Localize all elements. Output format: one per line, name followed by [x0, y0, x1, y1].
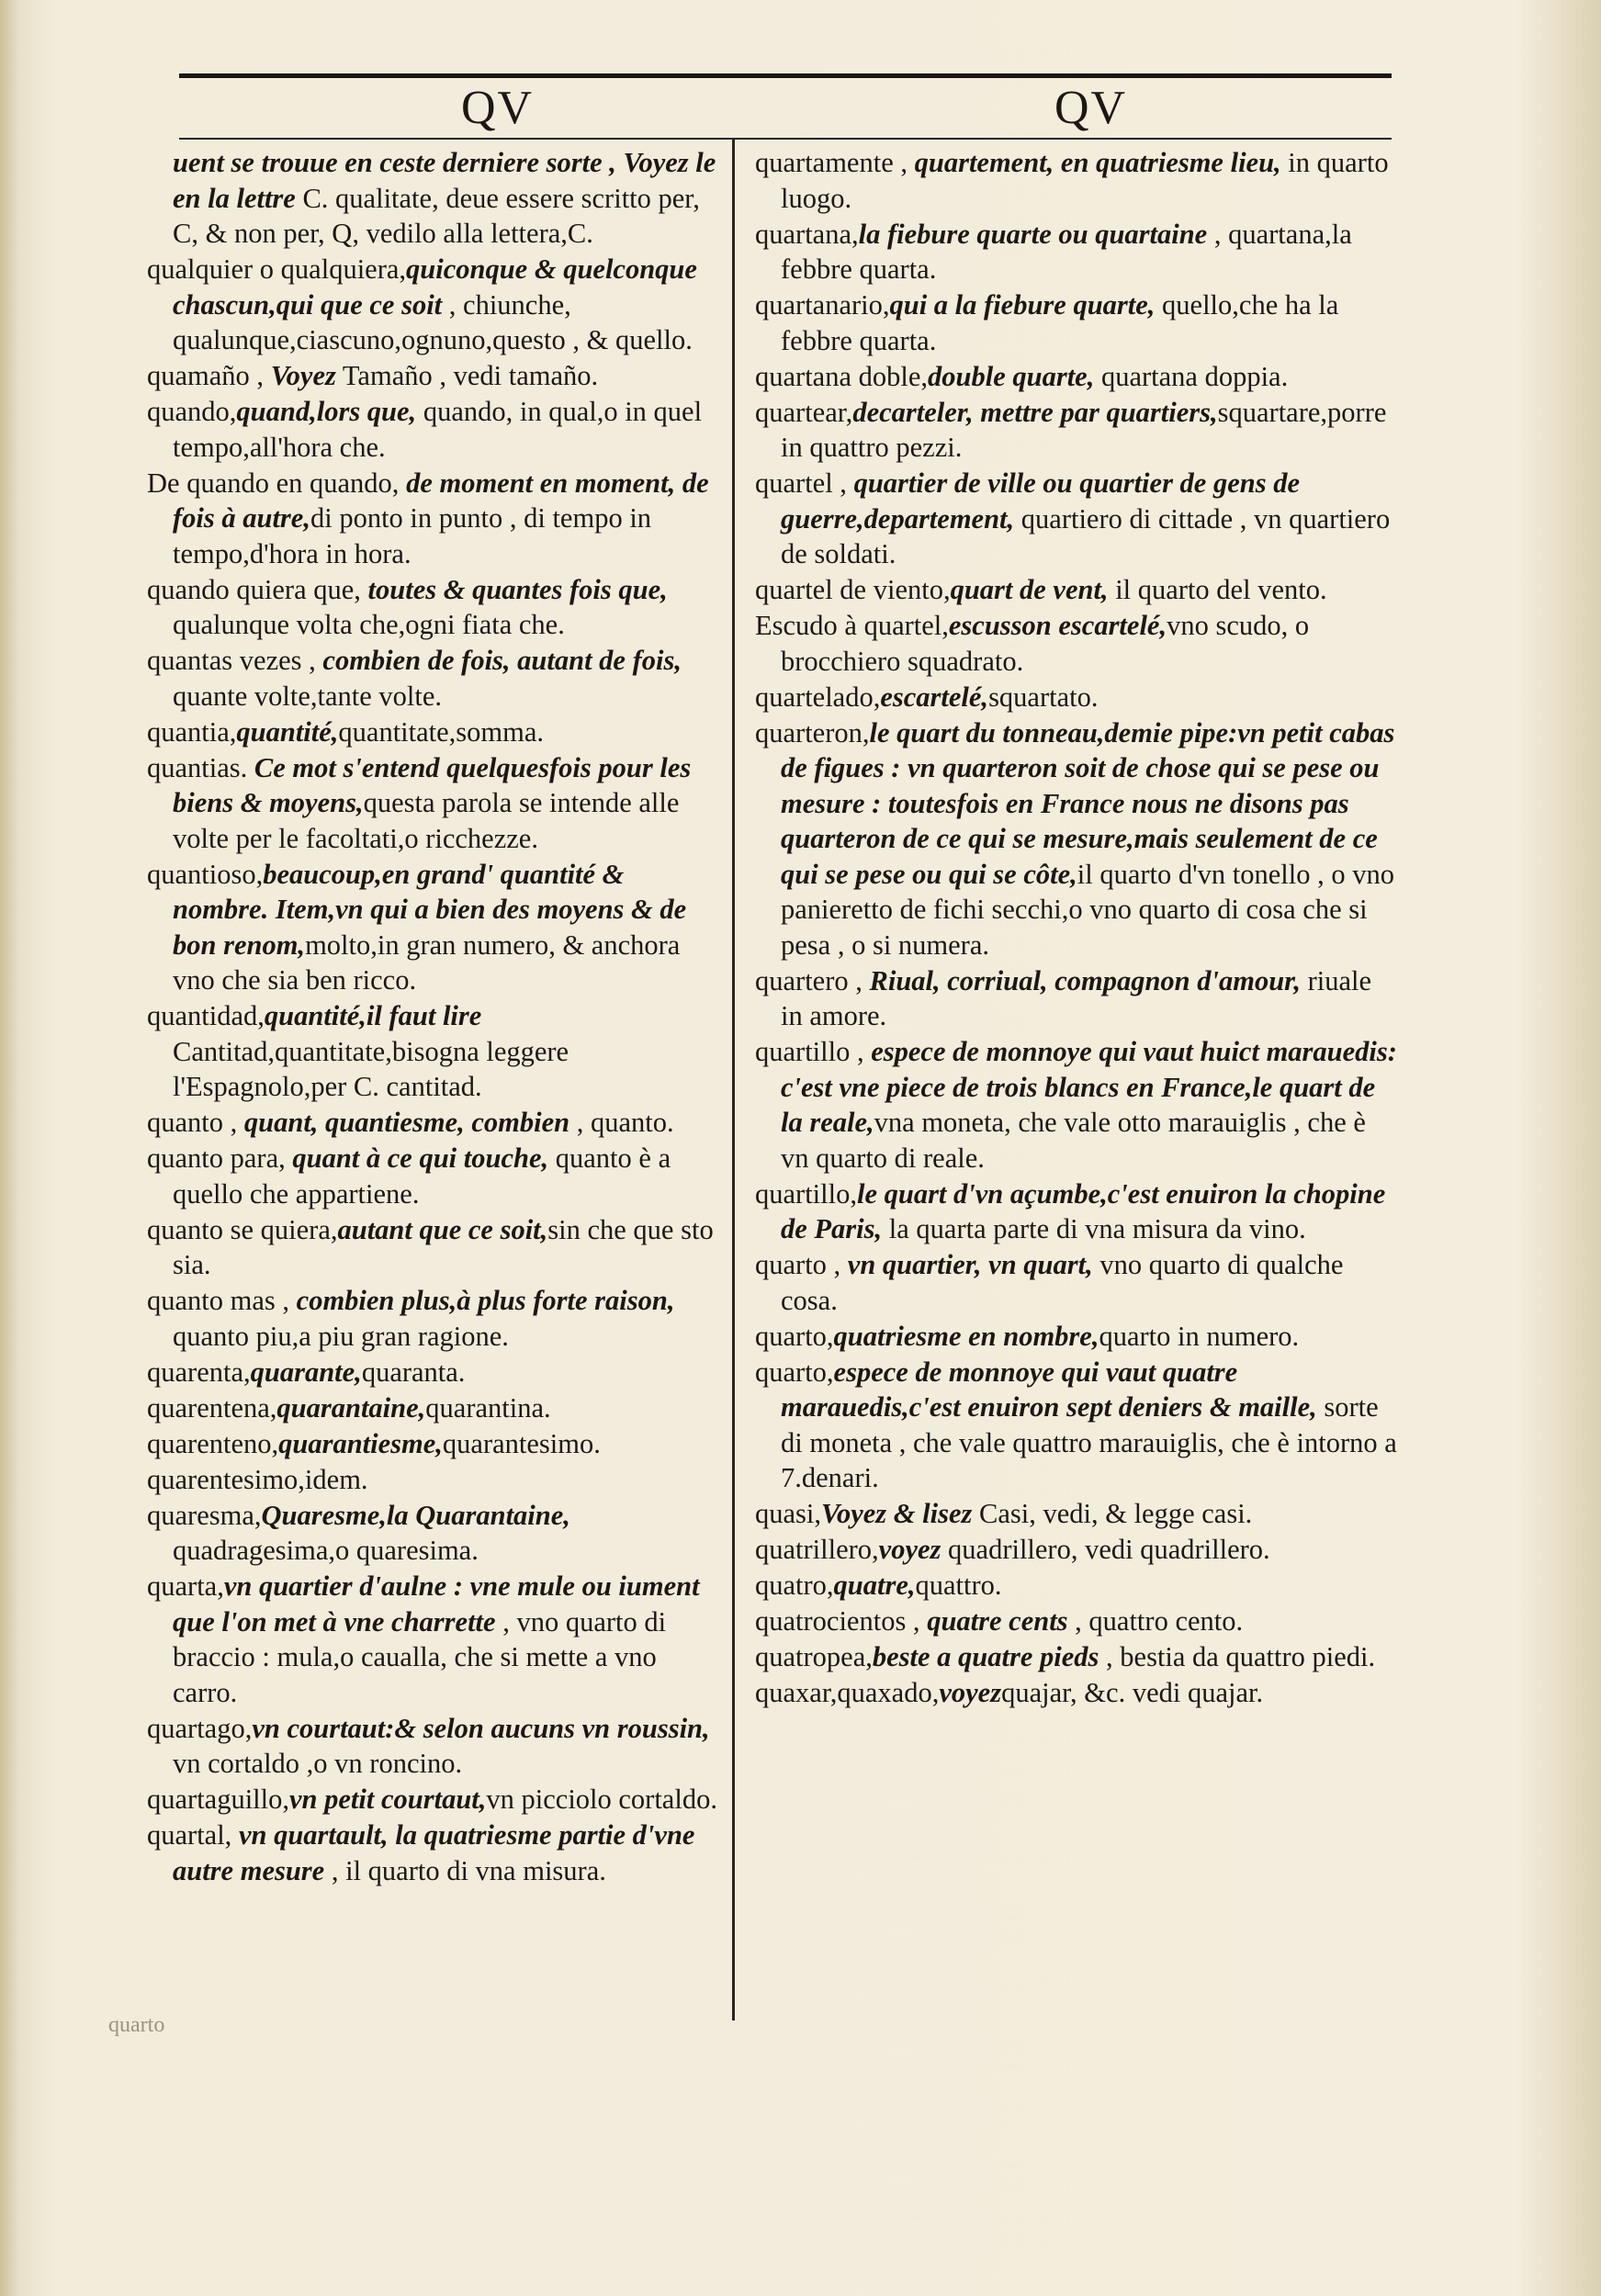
entry-lemma: quanto se quiera,	[147, 1213, 338, 1245]
entry-gloss: quanto è a quello che appartiene.	[173, 1142, 671, 1210]
entry-lemma: quartanario,	[755, 289, 890, 321]
entry-gloss: vn picciolo cortaldo.	[486, 1784, 717, 1815]
entry-lemma: quarta,	[147, 1570, 224, 1602]
dictionary-entry	[755, 608, 1398, 679]
entry-lemma: quaxar,quaxado,	[755, 1677, 940, 1708]
entry-lemma: quarentesimo,idem.	[147, 1463, 368, 1495]
entry-gloss: , quattro cento.	[1067, 1605, 1244, 1637]
dictionary-entry	[147, 1711, 726, 1782]
entry-french: Quaresme,la Quarantaine,	[261, 1499, 570, 1531]
entry-french: quatre cents	[927, 1605, 1068, 1637]
entry-lemma: quando quiera que,	[147, 573, 368, 605]
entry-gloss: , vno quarto di braccio : mula,o caualla, che si mette a vno carro.	[173, 1605, 667, 1708]
dictionary-entry	[147, 1283, 726, 1354]
entry-french: quiconque & quelconque chascun,qui que ce soit	[173, 253, 697, 321]
dictionary-entry	[755, 466, 1398, 572]
dictionary-entry	[147, 1141, 726, 1211]
entry-gloss: vn cortaldo ,o vn roncino.	[173, 1748, 463, 1779]
catchword: quarto	[108, 2013, 165, 2037]
entry-french: autant que ce soit,	[337, 1213, 548, 1245]
dictionary-entry	[147, 358, 726, 394]
entry-gloss: molto,in gran numero, & anchora vno che sia ben ricco.	[173, 929, 681, 996]
entry-gloss: , il quarto di vna misura.	[324, 1854, 606, 1886]
entry-french: quartement, en quatriesme lieu,	[914, 147, 1281, 178]
top-rule	[179, 73, 1392, 78]
dictionary-entry	[147, 1498, 726, 1569]
entry-french: Riual, corriual, compagnon d'amour,	[869, 964, 1301, 996]
dictionary-entry	[755, 359, 1398, 395]
dictionary-entry	[147, 1105, 726, 1141]
left-column	[147, 145, 726, 1889]
dictionary-entry	[755, 1355, 1398, 1496]
entry-gloss: qualunque volta che,ogni fiata che.	[173, 609, 565, 640]
entry-gloss: vno scudo, o brocchiero squadrato.	[781, 610, 1310, 677]
entry-gloss: quattro.	[915, 1570, 1002, 1601]
entry-lemma: quartillo ,	[755, 1036, 872, 1067]
entry-lemma: quarenteno,	[147, 1427, 279, 1459]
dictionary-entry	[147, 750, 726, 857]
dictionary-entry	[147, 715, 726, 750]
entry-lemma: quaresma,	[147, 1499, 262, 1531]
header-rule	[179, 138, 1392, 140]
entry-gloss: quartana doppia.	[1094, 360, 1289, 392]
entry-french: Voyez & lisez	[821, 1498, 973, 1529]
column-divider	[732, 138, 735, 2020]
entry-french: vn quartier, vn quart,	[847, 1249, 1093, 1280]
entry-gloss: Cantitad,quantitate,bisogna leggere l'Espagnolo,per C. cantitad.	[173, 1035, 569, 1102]
entry-lemma: quarenta,	[147, 1356, 251, 1388]
entry-french: escartelé,	[880, 681, 989, 713]
entry-gloss: quello,che ha la febbre quarta.	[781, 289, 1339, 356]
entry-lemma: quarto,	[755, 1356, 834, 1388]
entry-lemma: quantidad,	[147, 1000, 265, 1031]
entry-french: quantité,il faut lire	[264, 1000, 482, 1031]
entry-lemma: quartillo,	[755, 1177, 857, 1210]
entry-gloss: quando, in qual,o in quel tempo,all'hora che.	[173, 396, 703, 463]
dictionary-entry	[755, 287, 1398, 358]
entry-lemma: quatrocientos ,	[755, 1605, 928, 1637]
entry-french: toutes & quantes fois que,	[367, 573, 668, 605]
entry-french: double quarte,	[928, 360, 1095, 392]
entry-lemma: quartal,	[147, 1819, 239, 1851]
dictionary-entry	[755, 1496, 1398, 1532]
dictionary-entry	[755, 395, 1398, 466]
entry-gloss: quajar, &c. vedi quajar.	[1001, 1677, 1264, 1708]
entry-gloss: sin che que sto sia.	[173, 1213, 714, 1280]
dictionary-entry	[147, 1569, 726, 1710]
dictionary-entry	[147, 572, 726, 643]
dictionary-entry	[755, 572, 1398, 608]
dictionary-entry	[147, 466, 726, 572]
dictionary-entry	[147, 1782, 726, 1818]
entry-french: quartier de ville ou quartier de gens de guerre,departement,	[781, 467, 1301, 535]
dictionary-entry	[755, 217, 1398, 287]
entry-lemma: quantia,	[147, 715, 237, 748]
dictionary-entry	[755, 1675, 1398, 1711]
entry-lemma: quartel de viento,	[755, 574, 951, 605]
entry-lemma: quarto ,	[755, 1249, 848, 1280]
entry-gloss: vna moneta, che vale otto marauiglis , che è vn quarto di reale.	[781, 1107, 1366, 1174]
dictionary-entry	[755, 1639, 1398, 1675]
entry-gloss: riuale in amore.	[781, 964, 1372, 1031]
entry-french: beaucoup,en grand' quantité & nombre. Item,vn qui a bien des moyens & de bon renom,	[173, 858, 687, 961]
dictionary-entry	[147, 643, 726, 714]
entry-french: quarantaine,	[276, 1391, 426, 1424]
dictionary-entry	[147, 1426, 726, 1462]
dictionary-entry	[147, 998, 726, 1105]
entry-french: voyez	[939, 1677, 1002, 1708]
dictionary-entry	[147, 394, 726, 465]
entry-lemma: quartear,	[755, 396, 853, 428]
dictionary-entry	[755, 680, 1398, 715]
running-head-right: QV	[1054, 82, 1128, 134]
dictionary-entry	[755, 1568, 1398, 1604]
entry-french: escusson escartelé,	[948, 610, 1167, 641]
entry-gloss: squartare,porre in quattro pezzi.	[781, 396, 1387, 463]
entry-gloss: Tamaño , vedi tamaño.	[335, 360, 599, 391]
dictionary-entry	[147, 857, 726, 998]
entry-french: de moment en moment, de fois à autre,	[173, 467, 709, 534]
entry-french: le quart d'vn açumbe,c'est enuiron la chopine de Paris,	[781, 1177, 1386, 1244]
entry-lemma: quantas vezes ,	[147, 645, 323, 676]
entry-french: quatre,	[833, 1570, 916, 1601]
entry-french: quatriesme en nombre,	[833, 1320, 1099, 1352]
entry-gloss: Casi, vedi, & legge casi.	[972, 1498, 1253, 1529]
dictionary-entry	[147, 252, 726, 358]
entry-gloss: , quartana,la febbre quarta.	[781, 218, 1352, 285]
entry-gloss: la quarta parte di vna misura da vino.	[882, 1213, 1306, 1244]
entry-french: espece de monnoye qui vaut huict marauedis: c'est vne piece de trois blancs en France,le quart de la reale,	[781, 1036, 1397, 1138]
entry-french: decarteler, mettre par quartiers,	[852, 396, 1218, 428]
entry-gloss: quartiero di cittade , vn quartiero de soldati.	[781, 502, 1391, 569]
dictionary-entry	[147, 145, 726, 252]
dictionary-entry	[147, 1355, 726, 1390]
dictionary-entry	[755, 145, 1398, 216]
entry-gloss: quadragesima,o quaresima.	[173, 1535, 479, 1566]
entry-lemma: quamaño ,	[147, 360, 271, 391]
entry-gloss: quadrillero, vedi quadrillero.	[941, 1534, 1270, 1565]
dictionary-entry	[147, 1390, 726, 1426]
entry-gloss: C. qualitate, deue essere scritto per, C, & non per, Q, vedilo alla lettera,C.	[173, 182, 700, 249]
dictionary-entry	[755, 1604, 1398, 1639]
entry-gloss: vno quarto di qualche cosa.	[781, 1249, 1344, 1316]
entry-gloss: quarantesimo.	[442, 1427, 601, 1459]
entry-french: beste a quatre pieds	[872, 1641, 1099, 1672]
entry-lemma: quartago,	[147, 1712, 253, 1744]
entry-french: quart de vent,	[950, 574, 1109, 605]
entry-lemma: qualquier o qualquiera,	[147, 253, 407, 285]
entry-gloss: , chiunche, qualunque,ciascuno,ognuno,questo , & quello.	[173, 288, 693, 355]
entry-lemma: quartamente ,	[755, 147, 915, 178]
dictionary-entry	[147, 1818, 726, 1888]
entry-french: quarante,	[250, 1356, 362, 1388]
entry-french: qui a la fiebure quarte,	[889, 289, 1156, 321]
entry-lemma: quarto,	[755, 1320, 834, 1352]
entry-lemma: quatropea,	[755, 1641, 873, 1672]
entry-french: vn quartault, la quatriesme partie d'vne autre mesure	[173, 1819, 695, 1886]
entry-french: combien de fois, autant de fois,	[322, 645, 682, 676]
entry-french: la fiebure quarte ou quartaine	[858, 218, 1208, 250]
entry-french: uent se trouue en ceste derniere sorte , Voyez le en la lettre	[173, 147, 716, 214]
entry-gloss: il quarto del vento.	[1108, 574, 1327, 605]
entry-lemma: quando,	[147, 396, 237, 427]
entry-lemma: quanto mas ,	[147, 1285, 297, 1316]
entry-french: vn petit courtaut,	[289, 1784, 487, 1815]
entry-french: voyez	[878, 1534, 941, 1565]
entry-gloss: di ponto in punto , di tempo in tempo,d'hora in hora.	[173, 502, 652, 569]
entry-lemma: quartana,	[755, 218, 859, 250]
entry-lemma: quartaguillo,	[147, 1784, 290, 1815]
entry-lemma: De quando en quando,	[147, 467, 407, 499]
dictionary-entry	[755, 1532, 1398, 1568]
entry-lemma: Escudo à quartel,	[755, 610, 949, 641]
entry-lemma: quatrillero,	[755, 1534, 879, 1565]
entry-french: espece de monnoye qui vaut quatre marauedis,c'est enuiron sept deniers & maille,	[781, 1356, 1317, 1423]
entry-lemma: quanto para,	[147, 1142, 293, 1174]
entry-french: le quart du tonneau,demie pipe:vn petit cabas de figues : vn quarteron soit de chose qui se pese ou mesure : toutesfois en France nous ne disons pas quarteron de ce qui se mesure,mais seulement de ce qui se pese ou qui se côte,	[781, 716, 1395, 890]
dictionary-entry	[147, 1462, 726, 1498]
entry-lemma: quanto ,	[147, 1107, 244, 1138]
right-column	[755, 145, 1398, 1711]
dictionary-entry	[755, 963, 1398, 1034]
entry-gloss: , quanto.	[569, 1107, 674, 1138]
dictionary-entry	[755, 1034, 1398, 1176]
dictionary-entry	[755, 1247, 1398, 1318]
entry-french: combien plus,à plus forte raison,	[296, 1285, 675, 1316]
entry-lemma: quantias.	[147, 751, 254, 783]
entry-french: Voyez	[270, 360, 336, 391]
entry-lemma: quartelado,	[755, 681, 881, 713]
entry-gloss: il quarto d'vn tonello , o vno panieretto de fichi secchi,o vno quarto di cosa che si pesa , o si numera.	[781, 858, 1394, 961]
entry-french: quand,lors que,	[236, 396, 417, 427]
entry-french: quant, quantiesme, combien	[243, 1107, 570, 1138]
entry-gloss: in quarto luogo.	[781, 147, 1389, 214]
dictionary-entry	[755, 715, 1398, 963]
entry-french: quantité,	[236, 715, 339, 748]
dictionary-entry	[755, 1319, 1398, 1355]
entry-french: quant à ce qui touche,	[292, 1142, 549, 1174]
entry-gloss: , bestia da quattro piedi.	[1099, 1641, 1376, 1672]
entry-french: vn quartier d'aulne : vne mule ou iument que l'on met à vne charrette	[173, 1570, 700, 1638]
entry-lemma: quartel ,	[755, 467, 854, 499]
entry-lemma: quarteron,	[755, 716, 870, 748]
entry-gloss: quantitate,somma.	[338, 715, 545, 748]
entry-gloss: questa parola se intende alle volte per le facoltati,o ricchezze.	[173, 787, 680, 854]
running-head-left: QV	[461, 82, 535, 134]
entry-lemma: quartana doble,	[755, 360, 929, 392]
entry-lemma: quarentena,	[147, 1391, 277, 1424]
entry-lemma: quasi,	[755, 1498, 822, 1529]
dictionary-entry	[755, 1176, 1398, 1247]
entry-gloss: quante volte,tante volte.	[173, 680, 443, 712]
entry-gloss: quaranta.	[361, 1356, 466, 1388]
entry-gloss: quarantina.	[425, 1391, 551, 1424]
entry-gloss: quanto piu,a piu gran ragione.	[173, 1320, 509, 1352]
entry-french: vn courtaut:& selon aucuns vn roussin,	[252, 1712, 710, 1744]
dictionary-entry	[147, 1212, 726, 1283]
entry-french: Ce mot s'entend quelquesfois pour les biens & moyens,	[173, 751, 692, 818]
entry-lemma: quantioso,	[147, 858, 264, 890]
entry-gloss: squartato.	[988, 681, 1099, 713]
entry-gloss: sorte di moneta , che vale quattro marauiglis, che è intorno a 7.denari.	[781, 1391, 1397, 1493]
entry-french: quarantiesme,	[278, 1427, 443, 1459]
entry-lemma: quartero ,	[755, 964, 870, 996]
entry-lemma: quatro,	[755, 1570, 834, 1601]
entry-gloss: quarto in numero.	[1099, 1320, 1300, 1352]
